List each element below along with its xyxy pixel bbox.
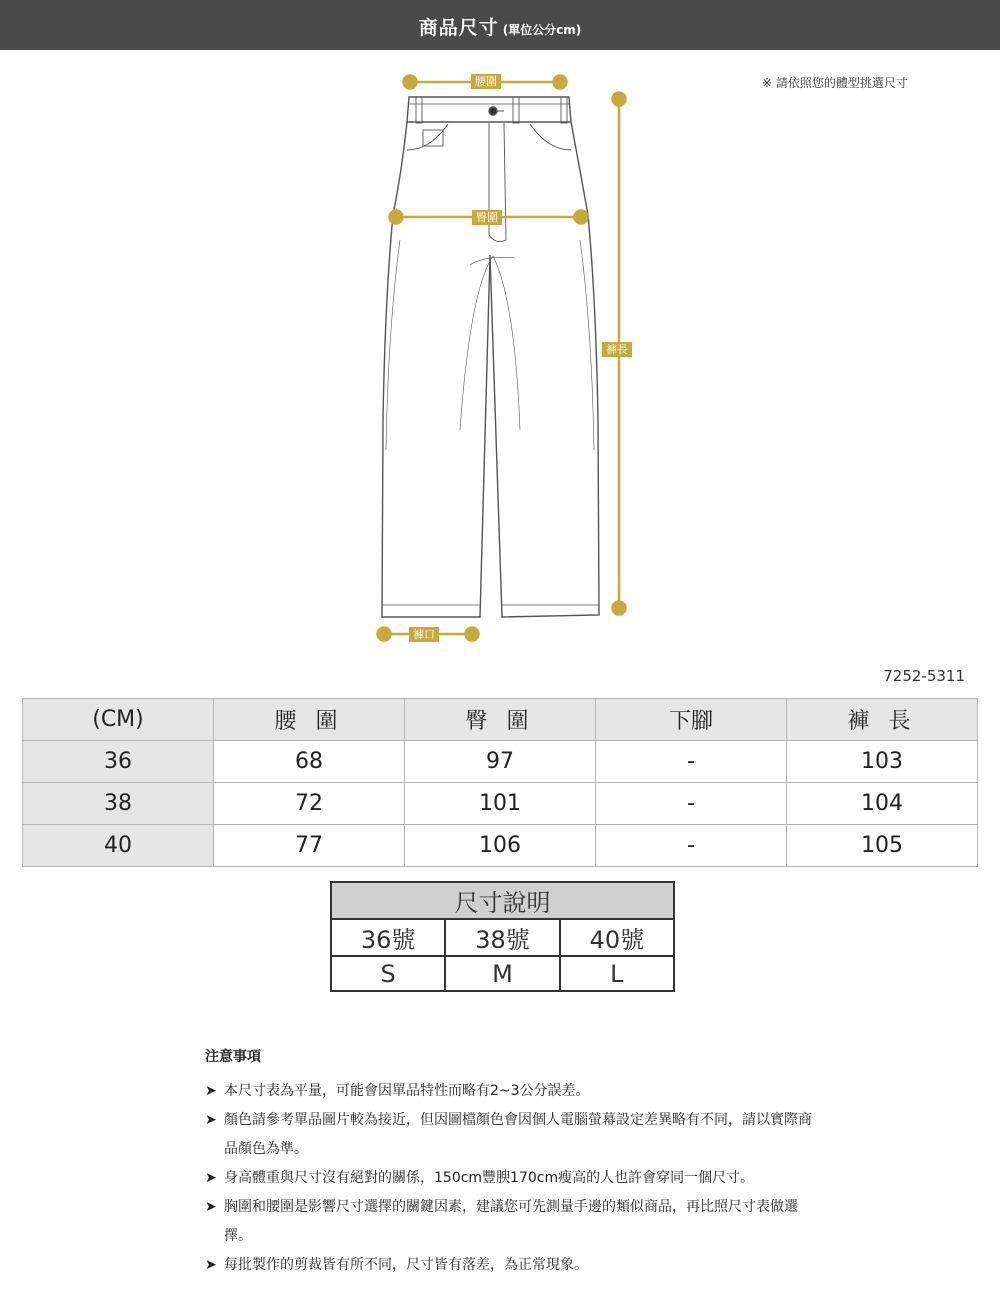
unit-label: (單位公分cm)	[502, 23, 582, 37]
size-cell: 40	[23, 825, 214, 867]
page-header	[0, 0, 1000, 50]
header-waist: 腰 圍	[214, 699, 405, 741]
size-number: 36號	[331, 919, 445, 956]
note-text: 顏色請參考單品圖片較為接近，但因圖檔顏色會因個人電腦螢幕設定差異略有不同，請以實際商品顏色為準。	[224, 1112, 812, 1157]
arrow-icon: ➤	[205, 1199, 217, 1215]
hem-cell: -	[596, 741, 787, 783]
size-table	[22, 698, 978, 867]
table-row	[23, 825, 978, 867]
length-cell: 105	[787, 825, 978, 867]
arrow-icon: ➤	[205, 1170, 217, 1186]
hem-tag: 褲口	[409, 627, 439, 642]
list-item	[205, 1251, 824, 1280]
waist-cell: 77	[214, 825, 405, 867]
coin-pocket	[423, 130, 443, 146]
size-letter: S	[331, 956, 445, 991]
header-unit: (CM)	[23, 699, 214, 741]
waist-tag: 腰圍	[471, 74, 501, 89]
size-letter: L	[560, 956, 674, 991]
pants-diagram	[0, 55, 1000, 655]
header-hem: 下腳	[596, 699, 787, 741]
note-text: 本尺寸表為平量，可能會因單品特性而略有2~3公分誤差。	[224, 1083, 590, 1099]
note-text: 每批製作的剪裁皆有所不同，尺寸皆有落差，為正常現象。	[224, 1257, 588, 1273]
list-item	[205, 1106, 824, 1164]
arrow-icon: ➤	[205, 1083, 217, 1099]
hip-cell: 106	[405, 825, 596, 867]
page-title: 商品尺寸	[418, 17, 499, 39]
table-row	[23, 741, 978, 783]
size-letter-row	[331, 956, 674, 991]
size-number-row	[331, 919, 674, 956]
hip-tag: 臀圍	[472, 210, 502, 225]
header-length: 褲 長	[787, 699, 978, 741]
length-tag: 褲長	[602, 342, 632, 357]
size-advice-note: ※ 請依照您的體型挑選尺寸	[762, 76, 908, 90]
hem-cell: -	[596, 825, 787, 867]
size-table-header	[23, 699, 978, 741]
size-spec-title: 尺寸說明	[331, 882, 674, 919]
note-text: 身高體重與尺寸沒有絕對的關係，150cm豐腴170cm瘦高的人也許會穿同一個尺寸。	[224, 1170, 755, 1186]
waistband-button	[489, 107, 497, 115]
arrow-icon: ➤	[205, 1112, 217, 1128]
waist-cell: 68	[214, 741, 405, 783]
table-row	[23, 783, 978, 825]
notes-section	[205, 1046, 824, 1280]
size-cell: 38	[23, 783, 214, 825]
size-number: 38號	[445, 919, 559, 956]
note-text: 胸圍和腰圍是影響尺寸選擇的關鍵因素，建議您可先測量手邊的類似商品，再比照尺寸表做選擇。	[224, 1199, 798, 1244]
list-item	[205, 1193, 824, 1251]
size-spec-table	[330, 881, 675, 992]
list-item	[205, 1164, 824, 1193]
arrow-icon: ➤	[205, 1257, 217, 1273]
size-number: 40號	[560, 919, 674, 956]
hip-cell: 101	[405, 783, 596, 825]
product-code: 7252-5311	[883, 667, 965, 685]
hip-cell: 97	[405, 741, 596, 783]
size-cell: 36	[23, 741, 214, 783]
size-letter: M	[445, 956, 559, 991]
list-item	[205, 1077, 824, 1106]
notes-title: 注意事項	[205, 1049, 261, 1065]
hem-cell: -	[596, 783, 787, 825]
length-cell: 104	[787, 783, 978, 825]
header-hip: 臀 圍	[405, 699, 596, 741]
length-cell: 103	[787, 741, 978, 783]
pants-outline	[382, 97, 599, 617]
waist-cell: 72	[214, 783, 405, 825]
